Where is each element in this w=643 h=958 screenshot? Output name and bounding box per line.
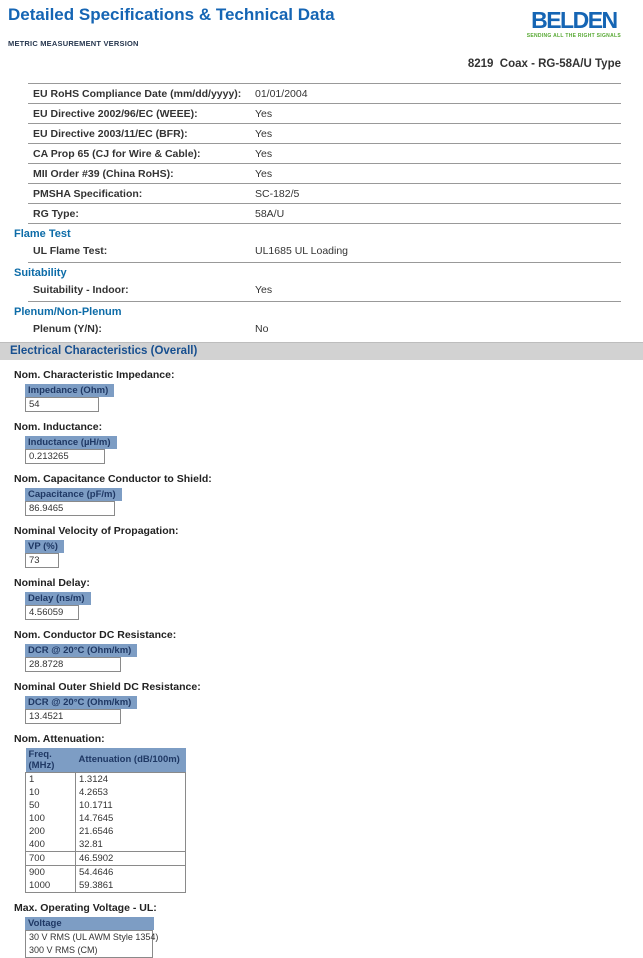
attenuation-row bbox=[26, 838, 186, 852]
divider bbox=[28, 301, 621, 302]
attenuation-col-header-db: Attenuation (dB/100m) bbox=[76, 748, 186, 773]
section-heading: Flame Test bbox=[14, 227, 71, 240]
section-flame-test bbox=[0, 228, 643, 263]
product-title: 8219 Coax - RG-58A/U Type bbox=[467, 57, 621, 70]
attenuation-table-body bbox=[26, 772, 186, 892]
vp-table bbox=[25, 540, 643, 568]
attenuation-row bbox=[26, 812, 186, 825]
block-label: Nom. Inductance: bbox=[14, 420, 103, 433]
block-inductance bbox=[0, 421, 643, 464]
spec-row-label: PMSHA Specification: bbox=[33, 187, 143, 200]
conductor-dcr-table-header: DCR @ 20°C (Ohm/km) bbox=[25, 644, 137, 657]
spec-row bbox=[28, 83, 621, 103]
section-row-label: Plenum (Y/N): bbox=[33, 322, 102, 335]
block-label: Nominal Delay: bbox=[14, 576, 90, 589]
inductance-value: 0.213265 bbox=[25, 449, 105, 464]
attenuation-freq-cell: 1 bbox=[26, 772, 76, 786]
shield-dcr-table bbox=[25, 696, 643, 724]
impedance-value: 54 bbox=[25, 397, 99, 412]
spec-row-label: EU Directive 2003/11/EC (BFR): bbox=[33, 127, 188, 140]
block-label: Nom. Conductor DC Resistance: bbox=[14, 628, 177, 641]
attenuation-row bbox=[26, 786, 186, 799]
attenuation-row bbox=[26, 825, 186, 838]
belden-logo-tagline: SENDING ALL THE RIGHT SIGNALS bbox=[526, 33, 621, 39]
spec-row bbox=[28, 163, 621, 183]
attenuation-row bbox=[26, 772, 186, 786]
section-heading: Plenum/Non-Plenum bbox=[14, 305, 122, 318]
attenuation-row bbox=[26, 865, 186, 879]
inductance-table bbox=[25, 436, 643, 464]
spec-row-label: EU RoHS Compliance Date (mm/dd/yyyy): bbox=[33, 87, 242, 100]
measurement-version-label: METRIC MEASUREMENT VERSION bbox=[8, 38, 139, 48]
section-row bbox=[33, 284, 643, 296]
section-row bbox=[33, 245, 643, 257]
spec-row-value: SC-182/5 bbox=[255, 187, 300, 200]
spec-row-label: RG Type: bbox=[33, 207, 79, 220]
section-row-label: Suitability - Indoor: bbox=[33, 283, 129, 296]
attenuation-freq-cell: 1000 bbox=[26, 879, 76, 893]
block-label: Max. Operating Voltage - UL: bbox=[14, 901, 157, 914]
block-label: Nominal Outer Shield DC Resistance: bbox=[14, 680, 201, 693]
voltage-table-header: Voltage bbox=[25, 917, 154, 930]
delay-table bbox=[25, 592, 643, 620]
belden-logo bbox=[527, 9, 621, 39]
delay-table-header: Delay (ns/m) bbox=[25, 592, 91, 605]
section-heading: Suitability bbox=[14, 266, 67, 279]
attenuation-freq-cell: 10 bbox=[26, 786, 76, 799]
inductance-table-header: Inductance (µH/m) bbox=[25, 436, 117, 449]
shield-dcr-value: 13.4521 bbox=[25, 709, 121, 724]
spec-row-value: Yes bbox=[255, 167, 273, 180]
attenuation-row bbox=[26, 851, 186, 865]
block-label: Nominal Velocity of Propagation: bbox=[14, 524, 179, 537]
block-conductor-dcr bbox=[0, 629, 643, 672]
spec-row bbox=[28, 103, 621, 123]
spec-row-value: 01/01/2004 bbox=[255, 87, 308, 100]
block-velocity-of-propagation bbox=[0, 525, 643, 568]
spec-row-value: Yes bbox=[255, 107, 273, 120]
section-plenum bbox=[0, 306, 643, 335]
spec-row-value: Yes bbox=[255, 127, 273, 140]
page-header bbox=[0, 0, 643, 48]
attenuation-db-cell: 1.3124 bbox=[76, 772, 186, 786]
section-row-value: Yes bbox=[255, 283, 273, 296]
impedance-table bbox=[25, 384, 643, 412]
block-label: Nom. Characteristic Impedance: bbox=[14, 368, 175, 381]
spec-row bbox=[28, 203, 621, 223]
block-voltage bbox=[0, 902, 643, 958]
block-shield-dcr bbox=[0, 681, 643, 724]
spec-row bbox=[28, 123, 621, 143]
section-row bbox=[33, 323, 643, 335]
attenuation-col-header-freq: Freq. (MHz) bbox=[26, 748, 76, 773]
impedance-table-header: Impedance (Ohm) bbox=[25, 384, 114, 397]
block-impedance bbox=[0, 369, 643, 412]
capacitance-table-header: Capacitance (pF/m) bbox=[25, 488, 122, 501]
attenuation-row bbox=[26, 799, 186, 812]
attenuation-db-cell: 46.5902 bbox=[76, 851, 186, 865]
attenuation-db-cell: 21.6546 bbox=[76, 825, 186, 838]
spec-row bbox=[28, 143, 621, 163]
voltage-row: 30 V RMS (UL AWM Style 1354) bbox=[29, 932, 159, 943]
spec-row-value: Yes bbox=[255, 147, 273, 160]
voltage-table-rows bbox=[25, 930, 159, 958]
conductor-dcr-value: 28.8728 bbox=[25, 657, 121, 672]
block-label: Nom. Capacitance Conductor to Shield: bbox=[14, 472, 212, 485]
page-title: Detailed Specifications & Technical Data bbox=[8, 5, 335, 24]
spec-row-label: CA Prop 65 (CJ for Wire & Cable): bbox=[33, 147, 201, 160]
attenuation-freq-cell: 100 bbox=[26, 812, 76, 825]
divider bbox=[28, 262, 621, 263]
attenuation-db-cell: 32.81 bbox=[76, 838, 186, 852]
header-left bbox=[8, 6, 335, 48]
attenuation-freq-cell: 700 bbox=[26, 851, 76, 865]
section-row-value: UL1685 UL Loading bbox=[255, 244, 349, 257]
attenuation-table bbox=[25, 748, 186, 893]
attenuation-db-cell: 10.1711 bbox=[76, 799, 186, 812]
attenuation-header-row bbox=[26, 748, 186, 773]
electrical-characteristics-band: Electrical Characteristics (Overall) bbox=[0, 342, 643, 360]
vp-table-header: VP (%) bbox=[25, 540, 64, 553]
attenuation-db-cell: 4.2653 bbox=[76, 786, 186, 799]
attenuation-freq-cell: 200 bbox=[26, 825, 76, 838]
block-capacitance bbox=[0, 473, 643, 516]
attenuation-db-cell: 54.4646 bbox=[76, 865, 186, 879]
spec-row-label: MII Order #39 (China RoHS): bbox=[33, 167, 174, 180]
delay-value: 4.56059 bbox=[25, 605, 79, 620]
spec-row-label: EU Directive 2002/96/EC (WEEE): bbox=[33, 107, 198, 120]
vp-value: 73 bbox=[25, 553, 59, 568]
spec-row-value: 58A/U bbox=[255, 207, 285, 220]
section-suitability bbox=[0, 267, 643, 302]
attenuation-freq-cell: 900 bbox=[26, 865, 76, 879]
attenuation-db-cell: 14.7645 bbox=[76, 812, 186, 825]
section-row-label: UL Flame Test: bbox=[33, 244, 108, 257]
capacitance-value: 86.9465 bbox=[25, 501, 115, 516]
conductor-dcr-table bbox=[25, 644, 643, 672]
voltage-table bbox=[25, 917, 643, 958]
compliance-table bbox=[28, 83, 621, 224]
block-label: Nom. Attenuation: bbox=[14, 732, 105, 745]
block-attenuation bbox=[0, 733, 643, 893]
attenuation-row bbox=[26, 879, 186, 893]
section-row-value: No bbox=[255, 322, 269, 335]
attenuation-freq-cell: 50 bbox=[26, 799, 76, 812]
voltage-row: 300 V RMS (CM) bbox=[29, 945, 98, 956]
attenuation-freq-cell: 400 bbox=[26, 838, 76, 852]
block-delay bbox=[0, 577, 643, 620]
belden-logo-wordmark: BELDEN bbox=[531, 7, 617, 33]
spec-row bbox=[28, 183, 621, 203]
attenuation-db-cell: 59.3861 bbox=[76, 879, 186, 893]
shield-dcr-table-header: DCR @ 20°C (Ohm/km) bbox=[25, 696, 137, 709]
capacitance-table bbox=[25, 488, 643, 516]
